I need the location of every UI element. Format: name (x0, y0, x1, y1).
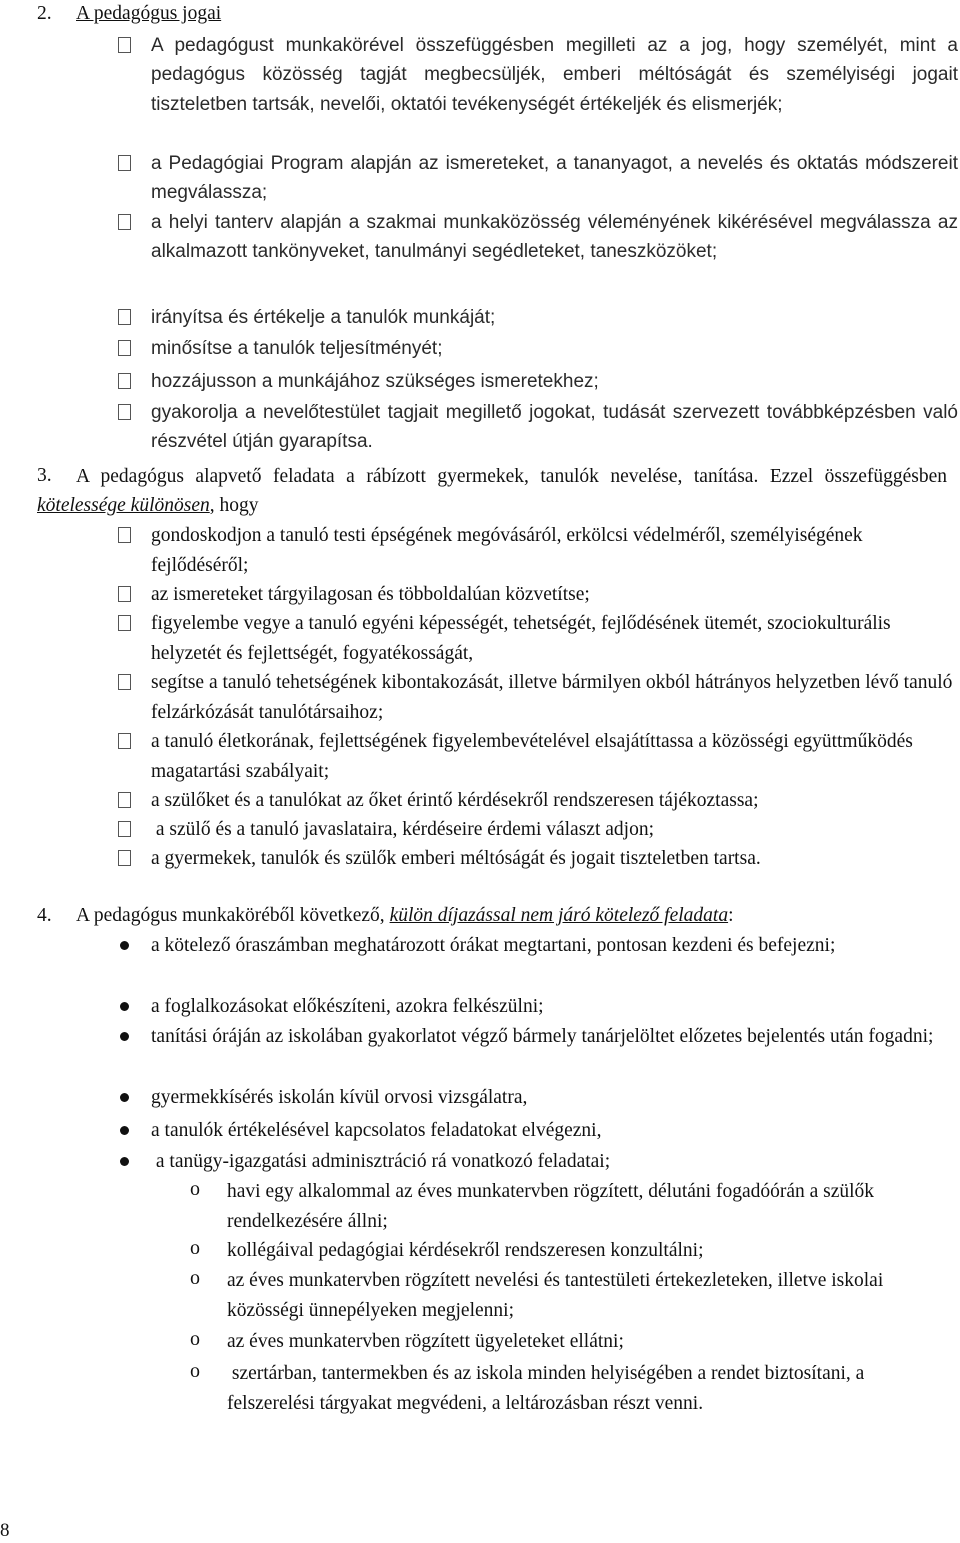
bullet-icon (120, 1126, 129, 1135)
list-item-text: minősítse a tanulók teljesítményét; (151, 338, 443, 359)
missing-glyph-icon (118, 615, 131, 631)
list-item-text: a szülő és a tanuló javaslataira, kérdéseire érdemi választ adjon; (151, 819, 654, 840)
bullet-icon (120, 1093, 129, 1102)
missing-glyph-icon (118, 792, 131, 808)
sub-list-item-text: az éves munkatervben rögzített ügyeleteket ellátni; (227, 1331, 624, 1352)
missing-glyph-icon (118, 404, 131, 420)
section-2-title: A pedagógus jogai (76, 3, 222, 24)
missing-glyph-icon (118, 821, 131, 837)
missing-glyph-icon (118, 586, 131, 602)
section-4-title-end: : (728, 905, 734, 926)
list-item-text: a szülőket és a tanulókat az őket érintő kérdésekről rendszeresen tájékoztassa; (151, 790, 759, 811)
list-item-text: tanítási óráján az iskolában gyakorlatot végző bármely tanárjelöltet előzetes bejelentés után fogadni; (151, 1026, 934, 1047)
missing-glyph-icon (118, 214, 131, 230)
list-item-text: a kötelező óraszámban meghatározott órákat megtartani, pontosan kezdeni és befejezni; (151, 935, 836, 956)
list-item-text: gyermekkísérés iskolán kívül orvosi vizsgálatra, (151, 1087, 528, 1108)
list-item-text: az ismereteket tárgyilagosan és többoldalúan közvetítse; (151, 584, 590, 605)
circle-bullet-icon: o (190, 1267, 200, 1289)
section-4-title-emphasis: külön díjazással nem járó kötelező feladata (389, 905, 729, 926)
missing-glyph-icon (118, 674, 131, 690)
missing-glyph-icon (118, 155, 131, 171)
list-item-text: a foglalkozásokat előkészíteni, azokra felkészülni; (151, 996, 544, 1017)
list-item-text: figyelembe vegye a tanuló egyéni képességét, tehetségét, fejlődésének ütemét, szociokulturális helyzetét és fejlettségét, fogyatékosságát, (151, 613, 891, 664)
missing-glyph-icon (118, 527, 131, 543)
list-item-text: A pedagógust munkakörével összefüggésben megilleti az a jog, hogy személyét, mint a pedagógus közösség tagját megbecsüljék, emberi méltóságát és személyiségi jogait tiszteletben tartsák, nevelői, oktatói tevékenységét értékeljék és elismerjék; (151, 35, 958, 115)
missing-glyph-icon (118, 37, 131, 53)
missing-glyph-icon (118, 373, 131, 389)
missing-glyph-icon (118, 733, 131, 749)
section-4-title (76, 902, 734, 930)
list-item-text: irányítsa és értékelje a tanulók munkáját; (151, 307, 496, 328)
missing-glyph-icon (118, 309, 131, 325)
list-item-text: a helyi tanterv alapján a szakmai munkaközösség véleményének kikérésével megválassza az alkalmazott tankönyveket, tanulmányi segédleteket, taneszközöket; (151, 212, 958, 263)
list-item-text: a tanuló életkorának, fejlettségének figyelembevételével elsajátíttassa a közösségi együttműködés magatartási szabályait; (151, 731, 913, 782)
section-3-number: 3. (37, 465, 52, 486)
page-number: 8 (0, 1520, 10, 1541)
list-item-text: a tanügy-igazgatási adminisztráció rá vonatkozó feladatai; (151, 1151, 611, 1172)
bullet-icon (120, 941, 129, 950)
section-4-number: 4. (37, 905, 52, 926)
sub-list-item-text: kollégáival pedagógiai kérdésekről rendszeresen konzultálni; (227, 1240, 704, 1261)
bullet-icon (120, 1157, 129, 1166)
missing-glyph-icon (118, 850, 131, 866)
section-4-title-text: A pedagógus munkaköréből következő, (76, 905, 390, 926)
circle-bullet-icon: o (190, 1328, 200, 1350)
section-3-intro-emphasis: kötelessége különösen (37, 495, 210, 516)
circle-bullet-icon: o (190, 1237, 200, 1259)
section-3-intro-text: A pedagógus alapvető feladata a rábízott gyermekek, tanulók nevelése, tanítása. Ezzel összefüggésben (76, 466, 947, 487)
circle-bullet-icon: o (190, 1360, 200, 1382)
list-item-text: gondoskodjon a tanuló testi épségének megóvásáról, erkölcsi védelméről, személyiségének fejlődéséről; (151, 525, 863, 576)
list-item-text: gyakorolja a nevelőtestület tagjait megillető jogokat, tudását szervezett továbbképzésben való részvétel útján gyarapítsa. (151, 402, 958, 453)
bullet-icon (120, 1032, 129, 1041)
list-item-text: a Pedagógiai Program alapján az ismereteket, a tananyagot, a nevelés és oktatás módszereit megválassza; (151, 153, 958, 204)
sub-list-item-text: szertárban, tantermekben és az iskola minden helyiségében a rendet biztosítani, a felszerelési tárgyakat megvédeni, a leltározásban részt venni. (227, 1363, 870, 1414)
list-item-text: hozzájusson a munkájához szükséges ismeretekhez; (151, 371, 599, 392)
bullet-icon (120, 1002, 129, 1011)
circle-bullet-icon: o (190, 1178, 200, 1200)
sub-list-item-text: havi egy alkalommal az éves munkatervben rögzített, délutáni fogadóórán a szülők rendelkezésére állni; (227, 1181, 875, 1232)
list-item-text: a gyermekek, tanulók és szülők emberi méltóságát és jogait tiszteletben tartsa. (151, 848, 761, 869)
list-item-text: segítse a tanuló tehetségének kibontakozását, illetve bármilyen okból hátrányos helyzetben lévő tanuló felzárkózását tanulótársaihoz; (151, 672, 953, 723)
missing-glyph-icon (118, 340, 131, 356)
sub-list-item-text: az éves munkatervben rögzített nevelési és tantestületi értekezleteken, illetve iskolai közösségi ünnepélyeken megjelenni; (227, 1270, 884, 1321)
list-item-text: a tanulók értékelésével kapcsolatos feladatokat elvégezni, (151, 1120, 602, 1141)
section-3-intro (37, 462, 947, 520)
section-2-number: 2. (37, 3, 52, 24)
section-3-intro-end: , hogy (209, 495, 259, 516)
